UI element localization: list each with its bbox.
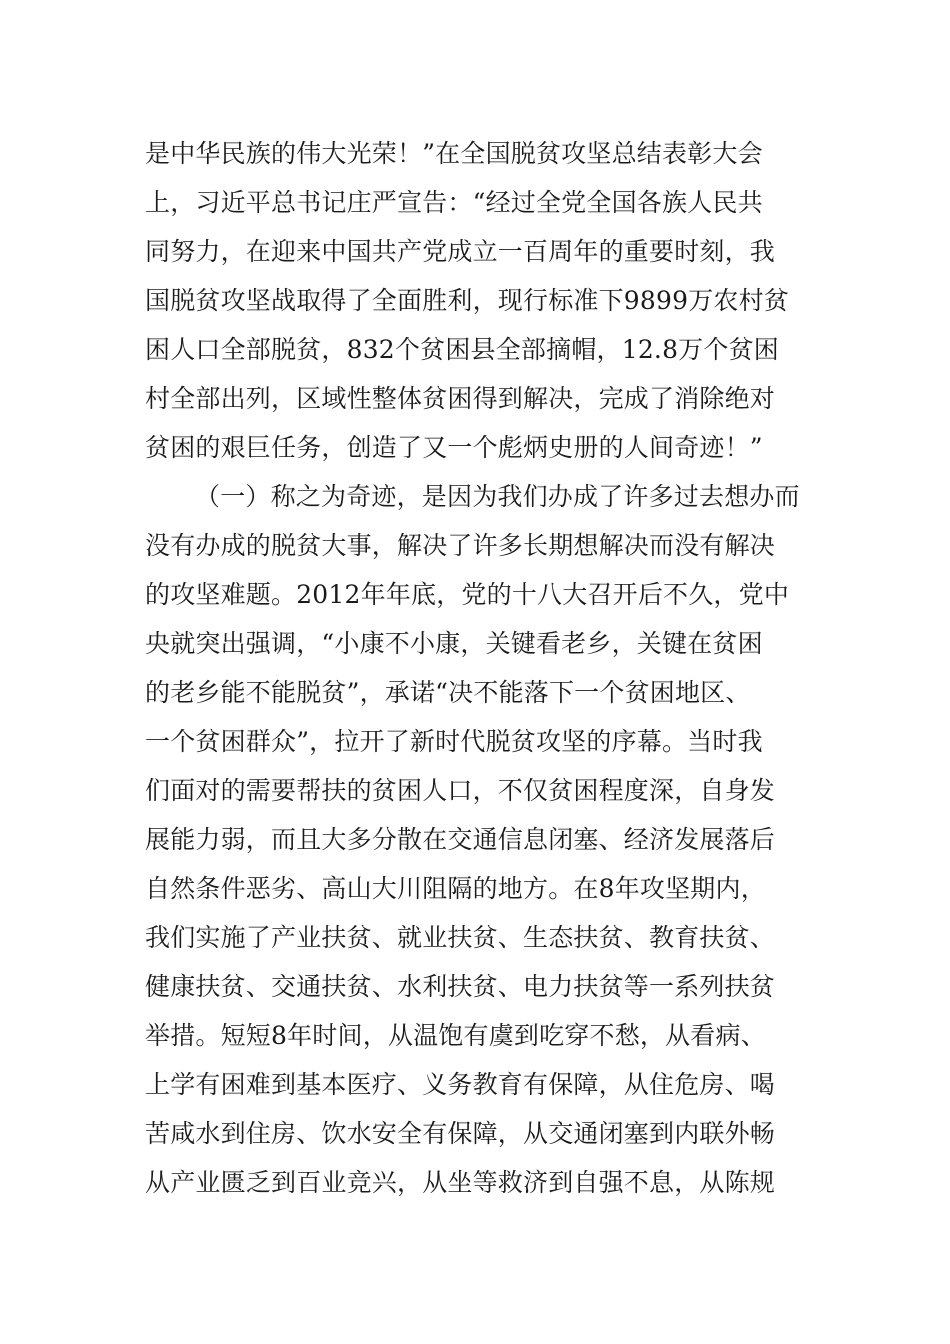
text-line: 的老乡能不能脱贫”，承诺“决不能落下一个贫困地区、 bbox=[145, 678, 751, 707]
text-line: 是中华民族的伟大光荣！”在全国脱贫攻坚总结表彰大会 bbox=[145, 139, 763, 168]
paragraph-start-line: （一）称之为奇迹，是因为我们办成了许多过去想办而 bbox=[195, 482, 800, 511]
text-line: 上学有困难到基本医疗、义务教育有保障，从住危房、喝 bbox=[145, 1070, 776, 1099]
text-line: 举措。短短8年时间，从温饱有虞到吃穿不愁，从看病、 bbox=[145, 1021, 766, 1050]
text-line: 们面对的需要帮扶的贫困人口，不仅贫困程度深，自身发 bbox=[145, 776, 776, 805]
text-line: 健康扶贫、交通扶贫、水利扶贫、电力扶贫等一系列扶贫 bbox=[145, 972, 776, 1001]
text-line: 贫困的艰巨任务，创造了又一个彪炳史册的人间奇迹！” bbox=[145, 433, 763, 462]
text-line: 苦咸水到住房、饮水安全有保障，从交通闭塞到内联外畅 bbox=[145, 1119, 776, 1148]
text-line: 没有办成的脱贫大事，解决了许多长期想解决而没有解决 bbox=[145, 531, 776, 560]
body-text bbox=[145, 129, 815, 1207]
text-line: 的攻坚难题。2012年年底，党的十八大召开后不久，党中 bbox=[145, 580, 790, 609]
text-line: 同努力，在迎来中国共产党成立一百周年的重要时刻，我 bbox=[145, 237, 776, 266]
text-line: 自然条件恶劣、高山大川阻隔的地方。在8年攻坚期内， bbox=[145, 874, 766, 903]
text-line: 上，习近平总书记庄严宣告：“经过全党全国各族人民共 bbox=[145, 188, 763, 217]
text-line: 我们实施了产业扶贫、就业扶贫、生态扶贫、教育扶贫、 bbox=[145, 923, 776, 952]
text-line: 国脱贫攻坚战取得了全面胜利，现行标准下9899万农村贫 bbox=[145, 286, 790, 315]
text-line: 一个贫困群众”，拉开了新时代脱贫攻坚的序幕。当时我 bbox=[145, 727, 763, 756]
text-line: 村全部出列，区域性整体贫困得到解决，完成了消除绝对 bbox=[145, 384, 776, 413]
text-line: 从产业匮乏到百业竞兴，从坐等救济到自强不息，从陈规 bbox=[145, 1168, 776, 1197]
text-line: 央就突出强调，“小康不小康，关键看老乡，关键在贫困 bbox=[145, 629, 763, 658]
text-line: 展能力弱，而且大多分散在交通信息闭塞、经济发展落后 bbox=[145, 825, 776, 854]
text-line: 困人口全部脱贫，832个贫困县全部摘帽，12.8万个贫困 bbox=[145, 335, 779, 364]
